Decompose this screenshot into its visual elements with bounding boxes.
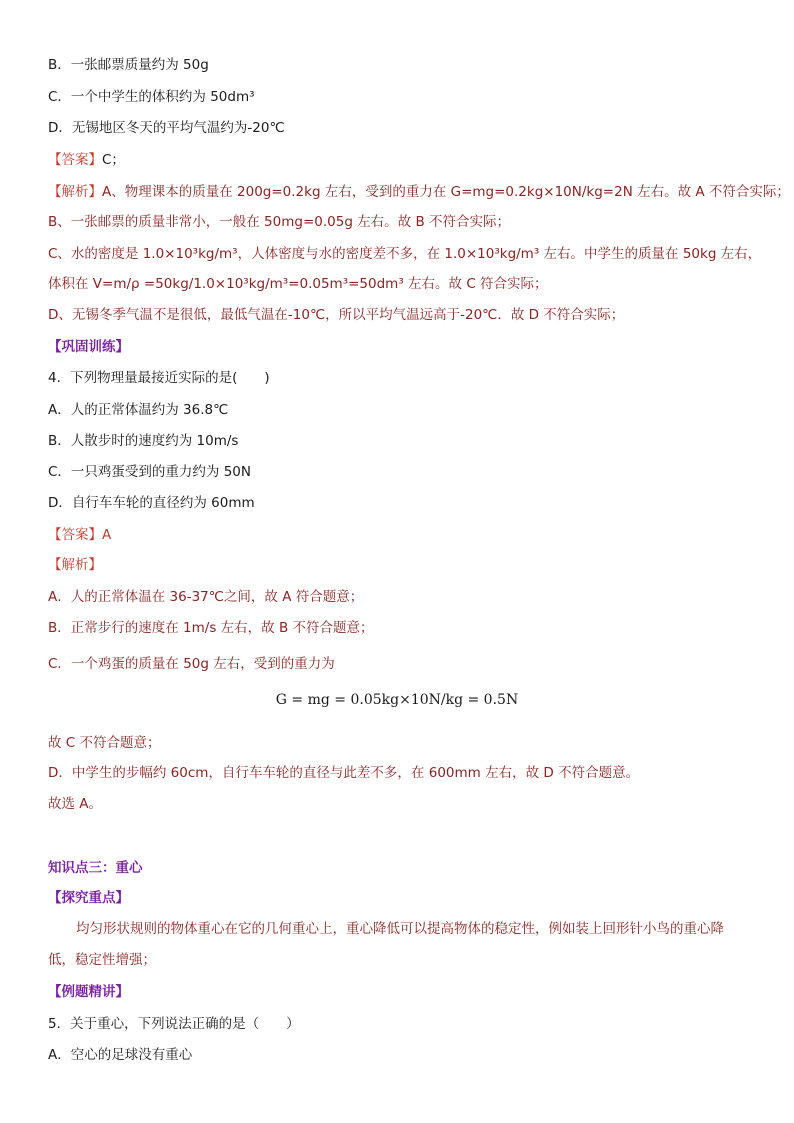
analysis-1-b: B、一张邮票的质量非常小，一般在 50mg=0.05g 左右。故 B 不符合实际； <box>48 214 511 230</box>
analysis-1-d: D、无锡冬季气温不是很低，最低气温在-10℃，所以平均气温远高于-20℃．故 D 不符合实际； <box>48 307 625 323</box>
consolidate-header: 【巩固训练】 <box>48 339 129 355</box>
conclusion: 故选 A。 <box>48 796 103 812</box>
analysis-2-c-line2: 故 C 不符合题意； <box>48 735 161 751</box>
analysis-2-c-line1: C．一个鸡蛋的质量在 50g 左右，受到的重力为 <box>48 656 335 672</box>
answer-1-value: C； <box>102 152 125 168</box>
question-4: 4．下列物理量最接近实际的是( ) <box>48 370 270 386</box>
option-d-wuxi-temperature: D．无锡地区冬天的平均气温约为-20℃ <box>48 120 285 136</box>
explore-text-line2: 低，稳定性增强； <box>48 952 156 968</box>
analysis-2-label: 【解析】 <box>48 557 102 573</box>
gravity-formula: G = mg = 0.05kg×10N/kg = 0.5N <box>275 692 519 708</box>
analysis-1-label: 【解析】 <box>48 184 102 200</box>
option-b-stamp: B．一张邮票质量约为 50g <box>48 57 209 73</box>
question-4-option-d: D．自行车车轮的直径约为 60mm <box>48 495 255 511</box>
example-header: 【例题精讲】 <box>48 984 129 1000</box>
analysis-2-b: B．正常步行的速度在 1m/s 左右，故 B 不符合题意； <box>48 620 374 636</box>
analysis-2-d: D．中学生的步幅约 60cm，自行车车轮的直径与此差不多，在 600mm 左右，故 D 不符合题意。 <box>48 765 640 781</box>
analysis-1-c-line2: 体积在 V=m/ρ =50kg/1.0×10³kg/m³=0.05m³=50dm³ 左右。故 C 符合实际； <box>48 276 548 292</box>
explore-text-line1: 均匀形状规则的物体重心在它的几何重心上，重心降低可以提高物体的稳定性，例如装上回形针小鸟的重心降 <box>76 921 724 937</box>
question-5: 5．关于重心，下列说法正确的是（ ） <box>48 1016 300 1032</box>
option-c-student-volume: C．一个中学生的体积约为 50dm³ <box>48 89 255 105</box>
question-4-option-c: C．一只鸡蛋受到的重力约为 50N <box>48 464 251 480</box>
question-5-option-a: A．空心的足球没有重心 <box>48 1047 193 1063</box>
analysis-1-a <box>48 183 790 201</box>
question-4-option-b: B．人散步时的速度约为 10m/s <box>48 433 239 449</box>
analysis-1-a-text: A、物理课本的质量在 200g=0.2kg 左右，受到的重力在 G=mg=0.2kg×10N/kg=2N 左右。故 A 不符合实际； <box>102 184 790 200</box>
analysis-2-a: A．人的正常体温在 36-37℃之间，故 A 符合题意； <box>48 589 364 605</box>
knowledge-point-3-heading: 知识点三：重心 <box>48 860 143 876</box>
analysis-1-c-line1: C、水的密度是 1.0×10³kg/m³，人体密度与水的密度差不多，在 1.0×10³kg/m³ 左右。中学生的质量在 50kg 左右， <box>48 246 762 262</box>
answer-1 <box>48 151 125 169</box>
explore-header: 【探究重点】 <box>48 890 129 906</box>
question-4-option-a: A．人的正常体温约为 36.8℃ <box>48 402 229 418</box>
answer-1-label: 【答案】 <box>48 152 102 168</box>
answer-2: 【答案】A <box>48 527 112 543</box>
